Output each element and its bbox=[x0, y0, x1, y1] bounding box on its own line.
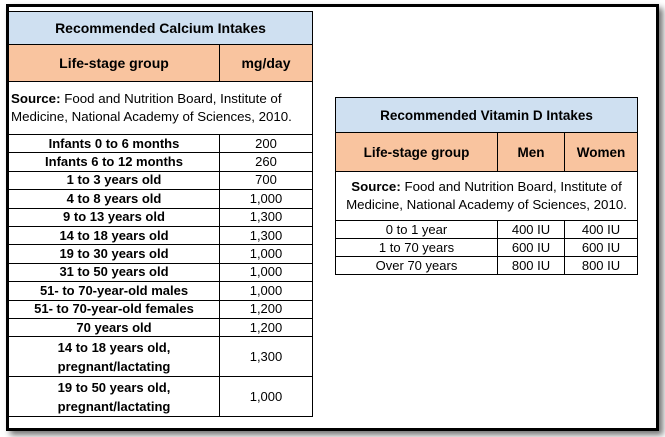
vitamin-d-women-cell: 800 IU bbox=[565, 257, 638, 275]
table-row bbox=[9, 171, 313, 189]
table-row bbox=[9, 226, 313, 244]
calcium-header-row bbox=[9, 45, 313, 82]
calcium-value-cell: 1,200 bbox=[220, 318, 313, 336]
table-row bbox=[9, 153, 313, 171]
vitamin-d-source-text: Food and Nutrition Board, Institute of Medicine, National Academy of Sciences, 2010. bbox=[346, 179, 627, 212]
calcium-table-body bbox=[9, 135, 313, 417]
vitamin-d-table-title: Recommended Vitamin D Intakes bbox=[336, 98, 638, 133]
calcium-group-cell: 14 to 18 years old bbox=[9, 226, 220, 244]
vitamin-d-header-men: Men bbox=[498, 133, 565, 172]
calcium-group-cell: 9 to 13 years old bbox=[9, 208, 220, 226]
vitamin-d-men-cell: 800 IU bbox=[498, 257, 565, 275]
calcium-value-cell: 200 bbox=[220, 135, 313, 153]
vitamin-d-group-cell: Over 70 years bbox=[336, 257, 498, 275]
calcium-group-cell: 19 to 50 years old, pregnant/lactating bbox=[9, 377, 220, 417]
calcium-group-cell: 31 to 50 years old bbox=[9, 263, 220, 281]
calcium-value-cell: 1,000 bbox=[220, 377, 313, 417]
calcium-group-cell: Infants 6 to 12 months bbox=[9, 153, 220, 171]
table-row bbox=[9, 263, 313, 281]
calcium-source-text: Food and Nutrition Board, Institute of Medicine, National Academy of Sciences, 2010. bbox=[11, 91, 292, 124]
vitamin-d-group-cell: 0 to 1 year bbox=[336, 221, 498, 239]
calcium-group-cell: 51- to 70-year-old males bbox=[9, 282, 220, 300]
calcium-source-label: Source: bbox=[11, 91, 61, 106]
table-row bbox=[9, 337, 313, 377]
vitamin-d-men-cell: 600 IU bbox=[498, 239, 565, 257]
vitamin-d-table-body bbox=[336, 221, 638, 275]
table-row bbox=[9, 318, 313, 336]
calcium-source-row bbox=[9, 82, 313, 135]
calcium-header-group: Life-stage group bbox=[9, 45, 220, 82]
calcium-value-cell: 1,200 bbox=[220, 300, 313, 318]
calcium-table bbox=[8, 11, 313, 417]
calcium-value-cell: 1,000 bbox=[220, 263, 313, 281]
calcium-group-cell: 4 to 8 years old bbox=[9, 190, 220, 208]
calcium-header-value: mg/day bbox=[220, 45, 313, 82]
vitamin-d-men-cell: 400 IU bbox=[498, 221, 565, 239]
calcium-group-cell: Infants 0 to 6 months bbox=[9, 135, 220, 153]
calcium-title-row bbox=[9, 12, 313, 45]
table-row bbox=[336, 257, 638, 275]
table-row bbox=[9, 377, 313, 417]
vitamin-d-table bbox=[335, 97, 638, 275]
calcium-value-cell: 1,300 bbox=[220, 208, 313, 226]
calcium-group-cell: 70 years old bbox=[9, 318, 220, 336]
vitamin-d-source bbox=[336, 172, 638, 221]
vitamin-d-header-group: Life-stage group bbox=[336, 133, 498, 172]
table-row bbox=[336, 221, 638, 239]
vitamin-d-header-row bbox=[336, 133, 638, 172]
calcium-value-cell: 260 bbox=[220, 153, 313, 171]
vitamin-d-source-row bbox=[336, 172, 638, 221]
calcium-source bbox=[9, 82, 313, 135]
vitamin-d-source-label: Source: bbox=[351, 179, 401, 194]
calcium-group-cell: 51- to 70-year-old females bbox=[9, 300, 220, 318]
vitamin-d-group-cell: 1 to 70 years bbox=[336, 239, 498, 257]
calcium-value-cell: 1,000 bbox=[220, 190, 313, 208]
calcium-table-title: Recommended Calcium Intakes bbox=[9, 12, 313, 45]
table-row bbox=[9, 190, 313, 208]
table-row bbox=[9, 300, 313, 318]
vitamin-d-women-cell: 600 IU bbox=[565, 239, 638, 257]
calcium-value-cell: 1,300 bbox=[220, 226, 313, 244]
table-row bbox=[9, 208, 313, 226]
vitamin-d-title-row bbox=[336, 98, 638, 133]
vitamin-d-header-women: Women bbox=[565, 133, 638, 172]
calcium-group-cell: 14 to 18 years old, pregnant/lactating bbox=[9, 337, 220, 377]
table-row bbox=[9, 282, 313, 300]
table-row bbox=[9, 245, 313, 263]
calcium-group-cell: 1 to 3 years old bbox=[9, 171, 220, 189]
table-row bbox=[336, 239, 638, 257]
calcium-group-cell: 19 to 30 years old bbox=[9, 245, 220, 263]
table-row bbox=[9, 135, 313, 153]
calcium-value-cell: 1,000 bbox=[220, 245, 313, 263]
vitamin-d-women-cell: 400 IU bbox=[565, 221, 638, 239]
calcium-value-cell: 1,000 bbox=[220, 282, 313, 300]
calcium-value-cell: 1,300 bbox=[220, 337, 313, 377]
calcium-value-cell: 700 bbox=[220, 171, 313, 189]
